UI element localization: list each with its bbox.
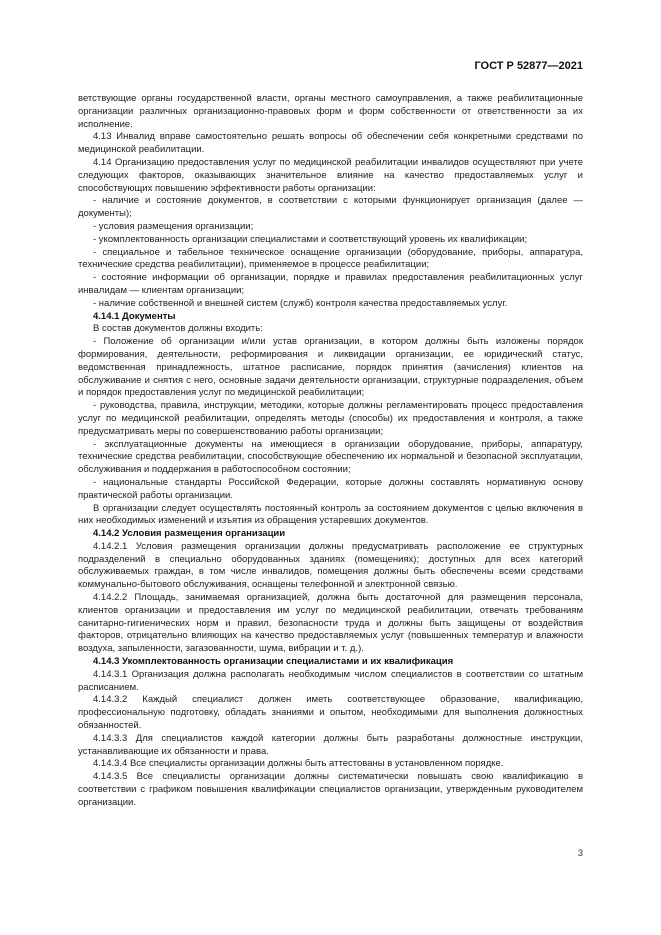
paragraph: 4.14.3.3 Для специалистов каждой категории должны быть разработаны должностные инструкции, устанавливающие их обязанности и права.	[78, 732, 583, 757]
paragraph: - наличие собственной и внешней систем (служб) контроля качества предоставляемых услуг.	[93, 297, 508, 309]
paragraph: - укомплектованность организации специалистами и соответствующий уровень их квалификации;	[93, 233, 528, 245]
paragraph: В организации следует осуществлять постоянный контроль за состоянием документов с целью включения в них необходимых изменений и изъятия из обращения устаревших документов.	[78, 502, 583, 527]
paragraph: 4.14.3.5 Все специалисты организации должны систематически повышать свою квалификацию в соответствии с графиком повышения квалификации специалистов организации, утвержденным руководителем организации.	[78, 771, 583, 808]
paragraph: - эксплуатационные документы на имеющиеся в организации оборудование, приборы, аппаратуру, технические средства реабилитации, способствующие обеспечению их нормальной и безопасной эксплуатации, обслуживания и поддержания в работоспособном состоянии;	[78, 438, 583, 476]
page-number: 3	[577, 848, 583, 859]
section-heading: 4.14.1 Документы	[93, 310, 176, 322]
paragraph: В состав документов должны входить:	[93, 323, 263, 335]
paragraph: 4.14.3.2 Каждый специалист должен иметь соответствующее образование, квалификацию, профессиональную подготовку, обладать знаниями и опытом, необходимыми для выполнения должностных обязанностей.	[78, 694, 583, 732]
paragraph: - национальные стандарты Российской Федерации, которые должны составлять нормативную основу практической работы организации.	[78, 476, 583, 501]
paragraph: - Положение об организации и/или устав организации, в котором должны быть изложены порядок формирования, деятельности, реформирования и ликвидации организации, ее юридический статус, ведомственная принадлежность, штатное расписание, порядок принятия (зачисления) клиентов на обслуживание и снятия с него, основные задачи деятельности организации, структурные подразделения, объем и порядок предоставления услуг по медицинской реабилитации;	[78, 336, 583, 399]
paragraph: 4.14.3.4 Все специалисты организации должны быть аттестованы в установленном порядке.	[93, 758, 504, 770]
paragraph: 4.14 Организацию предоставления услуг по медицинской реабилитации инвалидов осуществляют при учете следующих факторов, оказывающих значительное влияние на качество предоставляемых услуг и способствующих повышению эффективности работы организации:	[78, 156, 583, 194]
document-code: ГОСТ Р 52877—2021	[474, 60, 583, 72]
paragraph: - условия размещения организации;	[93, 220, 254, 232]
paragraph: 4.14.2.2 Площадь, занимаемая организацией, должна быть достаточной для размещения персонала, клиентов организации и предоставления им услуг по медицинской реабилитации, отвечать требованиям санитарно-гигиенических норм и правил, безопасности труда и должны быть защищены от воздействия факторов, отрицательно влияющих на качество предоставляемых услуг (повышенных температур и влажности воздуха, запыленности, загазованности, шума, вибрации и т. д.).	[78, 592, 583, 655]
paragraph: ветствующие органы государственной власти, органы местного самоуправления, а также реабилитационные организации различных организационно-правовых форм и форм собственности от ответственности за их исполнение.	[78, 93, 583, 130]
paragraph: 4.14.2.1 Условия размещения организации должны предусматривать расположение ее структурных подразделений в специально оборудованных зданиях (помещениях); доступных для всех категорий обслуживаемых граждан, в том числе инвалидов, помещения должны быть обеспечены всеми средствами коммунально-бытового обслуживания, оснащены телефонной и электронной связью.	[78, 540, 583, 591]
document-body	[78, 93, 583, 810]
section-heading: 4.14.2 Условия размещения организации	[93, 528, 286, 540]
paragraph: - состояние информации об организации, порядке и правилах предоставления реабилитационных услуг инвалидам — клиентам организации;	[78, 272, 583, 296]
paragraph: - руководства, правила, инструкции, методики, которые должны регламентировать процесс предоставления услуг по медицинской реабилитации, определять методы (способы) их предоставления и контроля, а также предусматривать меры по совершенствованию работы организации;	[78, 400, 583, 437]
paragraph: - специальное и табельное техническое оснащение организации (оборудование, приборы, аппаратура, технические средства реабилитации), применяемое в процессе реабилитации;	[78, 246, 583, 271]
paragraph: 4.13 Инвалид вправе самостоятельно решать вопросы об обеспечении себя конкретными средствами по медицинской реабилитации.	[78, 131, 583, 156]
paragraph: - наличие и состояние документов, в соответствии с которыми функционирует организация (далее — документы);	[78, 195, 583, 220]
paragraph: 4.14.3.1 Организация должна располагать необходимым числом специалистов в соответствии со штатным расписанием.	[78, 668, 583, 693]
section-heading: 4.14.3 Укомплектованность организации специалистами и их квалификация	[93, 656, 454, 668]
